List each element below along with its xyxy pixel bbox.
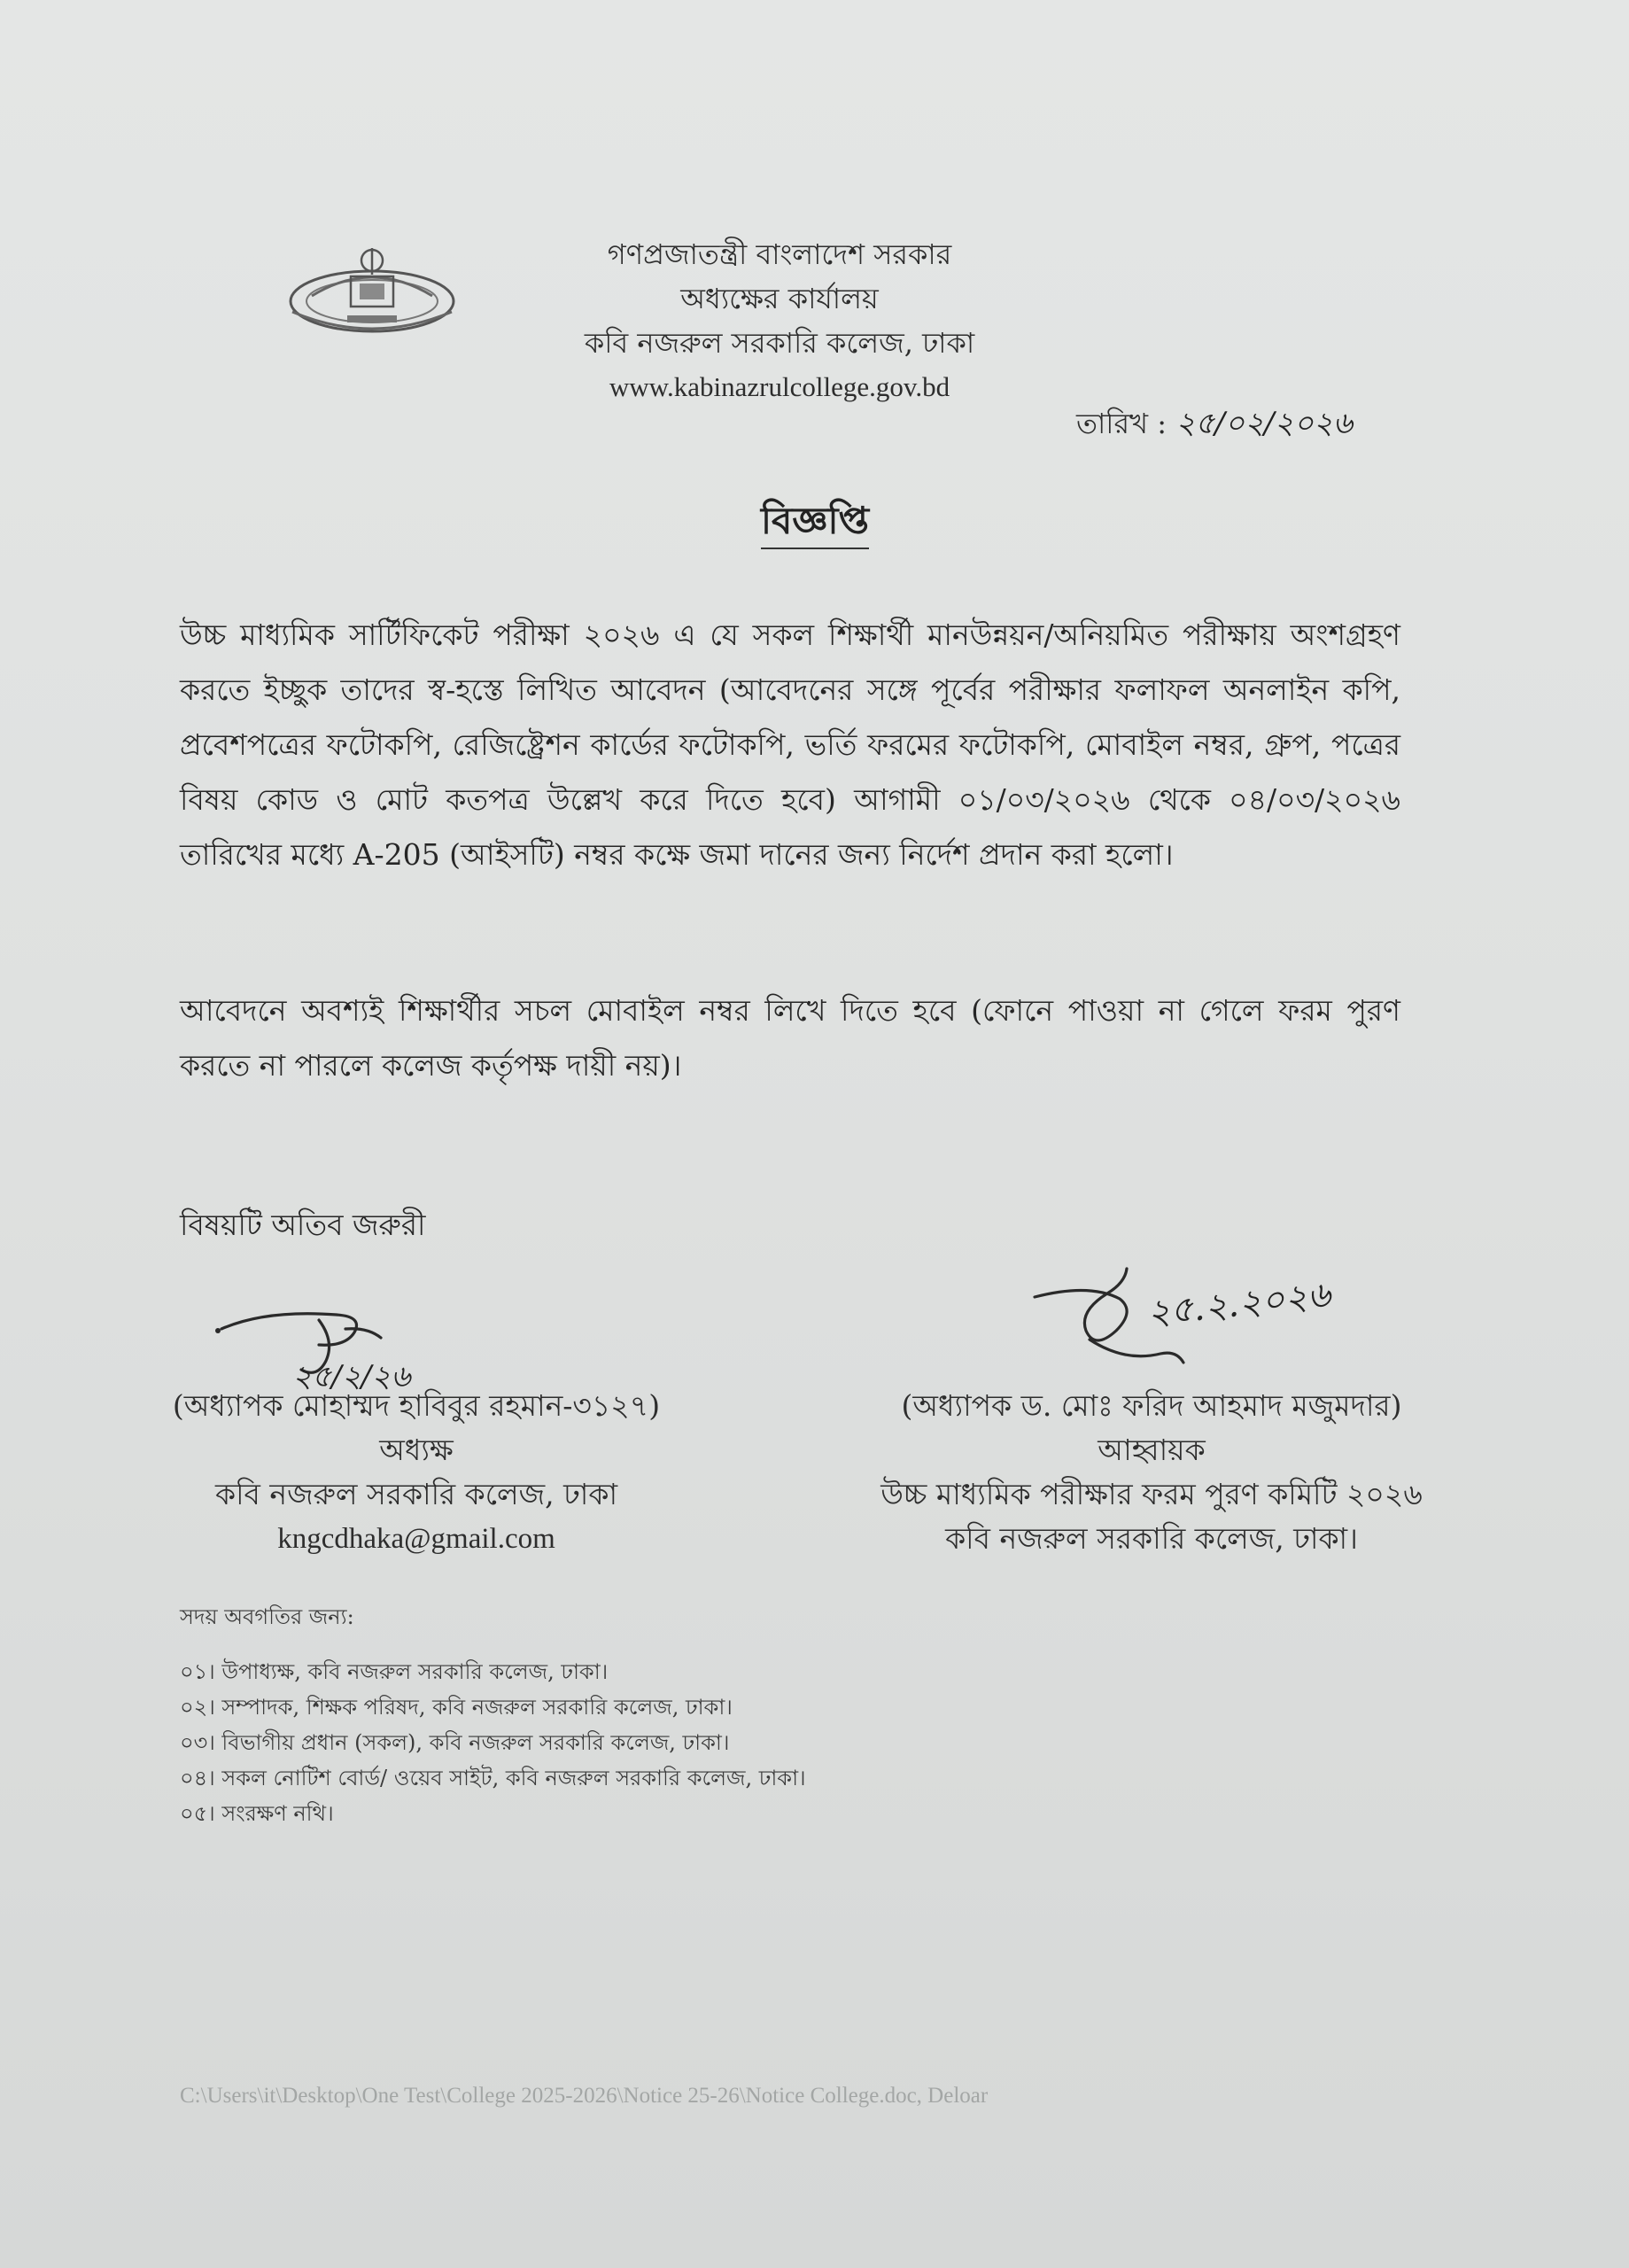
date-value: ২৫/০২/২০২৬ bbox=[1175, 406, 1353, 441]
cc-item: ০৫। সংরক্ষণ নথি। bbox=[180, 1801, 334, 1826]
signatory-right-committee: উচ্চ মাধ্যমিক পরীক্ষার ফরম পুরণ কমিটি ২০২৬ bbox=[880, 1477, 1423, 1511]
signatory-left-designation: অধ্যক্ষ bbox=[379, 1433, 454, 1467]
signatory-right-designation: আহ্বায়ক bbox=[1098, 1433, 1206, 1467]
cc-item: ০৪। সকল নোটিশ বোর্ড/ ওয়েব সাইট, কবি নজরুল সরকারি কলেজ, ঢাকা। bbox=[180, 1766, 806, 1790]
urgent-note: বিষয়টি অতিব জরুরী bbox=[180, 1208, 426, 1242]
signatory-right-name: (অধ্যাপক ড. মোঃ ফরিদ আহমাদ মজুমদার) bbox=[901, 1388, 1402, 1423]
cc-item: ০৩। বিভাগীয় প্রধান (সকল), কবি নজরুল সরকারি কলেজ, ঢাকা। bbox=[180, 1730, 730, 1755]
body-paragraph-1: উচ্চ মাধ্যমিক সার্টিফিকেট পরীক্ষা ২০২৬ এ যে সকল শিক্ষার্থী মানউন্নয়ন/অনিয়মিত পরীক্ষায় অংশগ্রহণ করতে ইচ্ছুক তাদের স্ব-হস্তে লিখিত আবেদন (আবেদনের সঙ্গে পূর্বের পরীক্ষার ফলাফল অনলাইন কপি, প্রবেশপত্রের ফটোকপি, রেজিষ্ট্রেশন কার্ডের ফটোকপি, ভর্তি ফরমের ফটোকপি, মোবাইল নম্বর, গ্রুপ, পত্রের বিষয় কোড ও মোট কতপত্র উল্লেখ করে দিতে হবে) আগামী ০১/০৩/২০২৬ থেকে ০৪/০৩/২০২৬ তারিখের মধ্যে A-205 (আইসটি) নম্বর কক্ষে জমা দানের জন্য নির্দেশ প্রদান করা হলো। bbox=[180, 617, 1400, 872]
date-row bbox=[1076, 400, 1353, 451]
letterhead-college: কবি নজরুল সরকারি কলেজ, ঢাকা bbox=[584, 326, 975, 360]
letterhead-office: অধ্যক্ষের কার্যালয় bbox=[680, 282, 879, 315]
signatory-left-email: kngcdhaka@gmail.com bbox=[277, 1523, 555, 1555]
government-emblem-logo bbox=[285, 241, 459, 347]
signatory-left-name: (অধ্যাপক মোহাম্মদ হাবিবুর রহমান-৩১২৭) bbox=[172, 1388, 661, 1423]
right-signature-date: ২৫.২.২০২৬ bbox=[1145, 1274, 1333, 1334]
notice-title-wrap bbox=[726, 492, 904, 555]
cc-item: ০২। সম্পাদক, শিক্ষক পরিষদ, কবি নজরুল সরকারি কলেজ, ঢাকা। bbox=[180, 1695, 733, 1720]
letterhead-website: www.kabinazrulcollege.gov.bd bbox=[609, 371, 950, 402]
letterhead bbox=[549, 232, 1010, 409]
cc-heading: সদয় অবগতির জন্য: bbox=[180, 1604, 354, 1629]
left-signature-date: ২৫/২/২৬ bbox=[292, 1359, 411, 1394]
body-paragraph-2: আবেদনে অবশ্যই শিক্ষার্থীর সচল মোবাইল নম্বর লিখে দিতে হবে (ফোনে পাওয়া না গেলে ফরম পুরণ করতে না পারলে কলেজ কর্তৃপক্ষ দায়ী নয়)। bbox=[180, 993, 1400, 1083]
footer-file-path: C:\Users\it\Desktop\One Test\College 2025-2026\Notice 25-26\Notice College.doc, Deloar bbox=[180, 2084, 989, 2108]
cc-item: ০১। উপাধ্যক্ষ, কবি নজরুল সরকারি কলেজ, ঢাকা। bbox=[180, 1659, 609, 1684]
date-label: তারিখ : bbox=[1076, 407, 1167, 440]
letterhead-government: গণপ্রজাতন্ত্রী বাংলাদেশ সরকার bbox=[607, 237, 952, 271]
notice-title: বিজ্ঞপ্তি bbox=[761, 499, 869, 549]
signatory-right-institution: কবি নজরুল সরকারি কলেজ, ঢাকা। bbox=[945, 1521, 1358, 1556]
signatory-left bbox=[159, 1384, 673, 1561]
signatory-right bbox=[833, 1384, 1470, 1561]
signatory-left-institution: কবি নজরুল সরকারি কলেজ, ঢাকা bbox=[214, 1477, 618, 1511]
cc-section bbox=[180, 1599, 1154, 1831]
